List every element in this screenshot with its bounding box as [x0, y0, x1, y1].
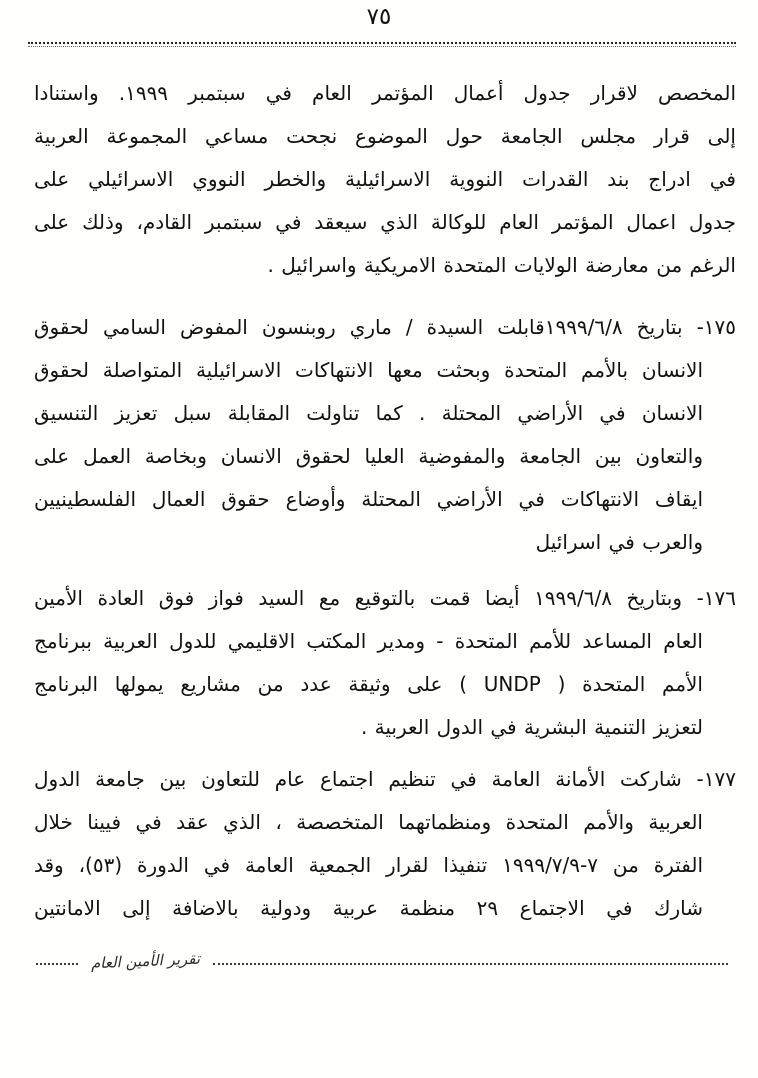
paragraph-text: وبتاريخ ١٩٩٩/٦/٨ أيضا قمت بالتوقيع مع السيد فواز فوق العادة الأمين	[34, 586, 683, 610]
paragraph-line: المخصص لاقرار جدول أعمال المؤتمر العام في سبتمبر ١٩٩٩. واستنادا	[34, 81, 736, 105]
footer-rule-long	[213, 963, 728, 965]
paragraph-number: ١٧٧-	[696, 767, 736, 791]
paragraph-line: لتعزيز التنمية البشرية في الدول العربية .	[360, 715, 703, 739]
paragraph-line: الانسان في الأراضي المحتلة . كما تناولت المقابلة سبل تعزيز التنسيق	[34, 401, 703, 425]
paragraph-175	[34, 306, 736, 564]
header-divider-rule	[28, 42, 736, 47]
paragraph-line	[34, 306, 736, 349]
paragraph-line: شارك في الاجتماع ٢٩ منظمة عربية ودولية بالاضافة إلى الامانتين	[34, 896, 704, 920]
paragraph-line: الانسان بالأمم المتحدة وبحثت معها الانتهاكات الاسرائيلية المتواصلة لحقوق	[34, 358, 703, 382]
paragraph-line: الفترة من ٧-١٩٩٩/٧/٩ تنفيذا لقرار الجمعية العامة في الدورة (٥٣)، وقد	[34, 853, 704, 877]
paragraph-line: جدول اعمال المؤتمر العام للوكالة الذي سيعقد في سبتمبر القادم، وذلك على	[34, 210, 736, 234]
document-body	[34, 72, 736, 930]
paragraph-line	[34, 758, 736, 801]
paragraph-line	[34, 577, 736, 620]
paragraph-line: العام المساعد للأمم المتحدة - ومدير المكتب الاقليمي للدول العربية ببرنامج	[34, 629, 703, 653]
paragraph-text: بتاريخ ١٩٩٩/٦/٨قابلت السيدة / ماري روبنسون المفوض السامي لحقوق	[34, 315, 683, 339]
paragraph-line: والتعاون بين الجامعة والمفوضية العليا لحقوق الانسان وبخاصة العمل على	[34, 444, 703, 468]
paragraph-176	[34, 577, 736, 749]
page-number: ٧٥	[366, 4, 392, 30]
intro-paragraph	[34, 72, 736, 287]
paragraph-number: ١٧٥-	[696, 315, 737, 339]
paragraph-line: إلى قرار مجلس الجامعة حول الموضوع نجحت مساعي المجموعة العربية	[34, 124, 736, 148]
paragraph-line: في ادراج بند القدرات النووية الاسرائيلية والخطر النووي الاسرائيلي على	[34, 167, 736, 191]
paragraph-line: والعرب في اسرائيل	[535, 530, 703, 554]
paragraph-line: ايقاف الانتهاكات في الأراضي المحتلة وأوضاع حقوق العمال الفلسطينيين	[34, 487, 703, 511]
paragraph-177	[34, 758, 736, 930]
paragraph-line: الأمم المتحدة ( UNDP ) على وثيقة عدد من مشاريع يمولها البرنامج	[34, 672, 703, 696]
paragraph-line: الرغم من معارضة الولايات المتحدة الامريكية واسرائيل .	[267, 253, 736, 277]
paragraph-number: ١٧٦-	[696, 586, 737, 610]
page-footer	[36, 946, 728, 982]
footer-rule-short	[36, 963, 78, 965]
footer-handwritten-note: تقرير الأمين العام	[90, 949, 201, 973]
paragraph-text: شاركت الأمانة العامة في تنظيم اجتماع عام للتعاون بين جامعة الدول	[34, 767, 682, 791]
paragraph-line: العربية والأمم المتحدة ومنظماتهما المتخصصة ، الذي عقد في فيينا خلال	[34, 810, 703, 834]
